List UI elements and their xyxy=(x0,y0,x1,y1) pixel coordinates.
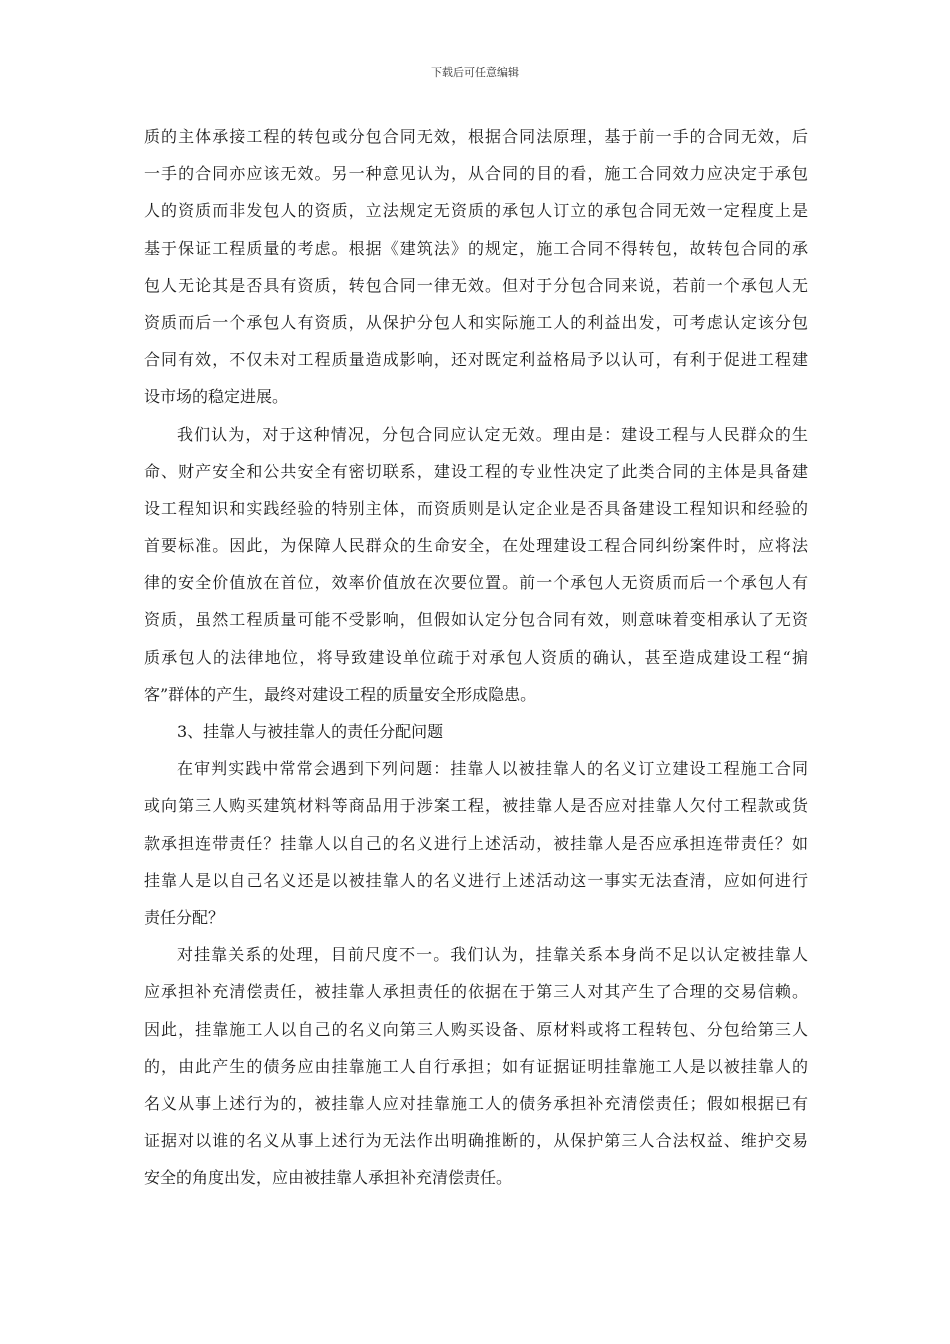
text-line: 质承包人的法律地位，将导致建设单位疏于对承包人资质的确认，甚至造成建设工程“掮 xyxy=(144,647,808,667)
text-line: 的，由此产生的债务应由挂靠施工人自行承担；如有证据证明挂靠施工人是以被挂靠人的 xyxy=(144,1056,808,1076)
text-line: 款承担连带责任？挂靠人以自己的名义进行上述活动，被挂靠人是否应承担连带责任？如 xyxy=(144,833,808,853)
text-line: 因此，挂靠施工人以自己的名义向第三人购买设备、原材料或将工程转包、分包给第三人 xyxy=(144,1019,808,1039)
text-line: 挂靠人是以自己名义还是以被挂靠人的名义进行上述活动这一事实无法查清，应如何进行 xyxy=(144,870,808,890)
text-line: 应承担补充清偿责任，被挂靠人承担责任的依据在于第三人对其产生了合理的交易信赖。 xyxy=(144,982,808,1002)
text-line: 首要标准。因此，为保障人民群众的生命安全，在处理建设工程合同纠纷案件时，应将法 xyxy=(144,536,808,556)
text-line: 客”群体的产生，最终对建设工程的质量安全形成隐患。 xyxy=(144,684,537,704)
text-line: 责任分配？ xyxy=(144,907,225,927)
text-line: 设工程知识和实践经验的特别主体，而资质则是认定企业是否具备建设工程知识和经验的 xyxy=(144,498,808,518)
paragraph-first-line: 在审判实践中常常会遇到下列问题：挂靠人以被挂靠人的名义订立建设工程施工合同 xyxy=(177,759,808,779)
text-line: 合同有效，不仅未对工程质量造成影响，还对既定利益格局予以认可，有利于促进工程建 xyxy=(144,350,808,370)
text-line: 安全的角度出发，应由被挂靠人承担补充清偿责任。 xyxy=(144,1168,513,1188)
text-line: 证据对以谁的名义从事上述行为无法作出明确推断的，从保护第三人合法权益、维护交易 xyxy=(144,1131,808,1151)
text-line: 包人无论其是否具有资质，转包合同一律无效。但对于分包合同来说，若前一个承包人无 xyxy=(144,275,808,295)
section-heading: 3、挂靠人与被挂靠人的责任分配问题 xyxy=(177,722,444,741)
text-line: 律的安全价值放在首位，效率价值放在次要位置。前一个承包人无资质而后一个承包人有 xyxy=(144,573,808,593)
text-line: 设市场的稳定进展。 xyxy=(144,387,289,407)
text-line: 命、财产安全和公共安全有密切联系，建设工程的专业性决定了此类合同的主体是具备建 xyxy=(144,461,808,481)
text-line: 人的资质而非发包人的资质，立法规定无资质的承包人订立的承包合同无效一定程度上是 xyxy=(144,201,808,221)
text-line: 资质而后一个承包人有资质，从保护分包人和实际施工人的利益出发，可考虑认定该分包 xyxy=(144,312,808,332)
document-body xyxy=(144,123,808,1201)
text-line: 基于保证工程质量的考虑。根据《建筑法》的规定，施工合同不得转包，故转包合同的承 xyxy=(144,238,808,258)
paragraph-first-line: 我们认为，对于这种情况，分包合同应认定无效。理由是：建设工程与人民群众的生 xyxy=(177,424,808,444)
text-line: 资质，虽然工程质量可能不受影响，但假如认定分包合同有效，则意味着变相承认了无资 xyxy=(144,610,808,630)
text-line: 质的主体承接工程的转包或分包合同无效，根据合同法原理，基于前一手的合同无效，后 xyxy=(144,127,808,146)
paragraph-first-line: 对挂靠关系的处理，目前尺度不一。我们认为，挂靠关系本身尚不足以认定被挂靠人 xyxy=(177,945,808,965)
text-line: 一手的合同亦应该无效。另一种意见认为，从合同的目的看，施工合同效力应决定于承包 xyxy=(144,164,808,184)
text-line: 或向第三人购买建筑材料等商品用于涉案工程，被挂靠人是否应对挂靠人欠付工程款或货 xyxy=(144,796,808,816)
text-line: 名义从事上述行为的，被挂靠人应对挂靠施工人的债务承担补充清偿责任；假如根据已有 xyxy=(144,1093,808,1113)
page-header: 下载后可任意编辑 xyxy=(431,66,519,79)
